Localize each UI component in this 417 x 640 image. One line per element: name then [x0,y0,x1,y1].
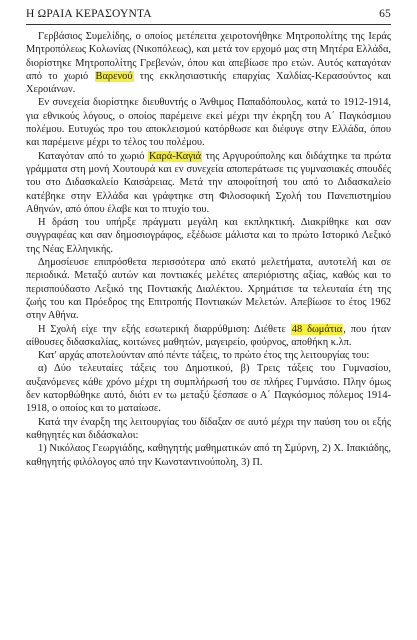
header-rule [26,24,391,25]
paragraph-6-text-a: Η Σχολή είχε την εξής εσωτερική διαρρύθμιση: Διέθετε [38,323,291,335]
paragraph-10: 1) Νικόλαος Γεωργιάδης, καθηγητής μαθηματικών από τη Σμύρνη, 2) Χ. Ιπακιάδης, καθηγητής φιλόλογος από την Κωνσταντινούπολη, 3) Π. [26,443,391,468]
paragraph-9: Κατά την έναρξη της λειτουργίας του δίδαξαν σε αυτό μέχρι την παύση του οι εξής καθηγητές και διδάσκαλοι: [26,416,391,441]
paragraph-3-text-b: της Αργυρούπολης και διδάχτηκε τα πρώτα γράμματα στη μονή Χουτουρά και εν συνεχεία αποπεράτωσε τις γυμνασιακές σπουδές του στο Διδασκαλείο Καισάρειας. Μετά την αποφοίτησή του από το Διδασκαλείο κατέβηκε στην Ελλάδα και γράφτηκε στη Φιλοσοφική Σχολή του Πανεπιστημίου Αθηνών, από όπου έλαβε και το πτυχίο του. [26,150,391,215]
paragraph-7: Κατ' αρχάς αποτελούνταν από πέντε τάξεις, το πρώτο έτος της λειτουργίας του: [38,350,370,362]
paragraph-6-text-b: , που ήταν αίθουσες διδασκαλίας, κοιτώνες μαθητών, μαγειρείο, φούρνος, αποθήκη κ.λπ. [26,323,391,348]
highlight-kara-kagia: Καρά-Καγιά [149,150,202,162]
paragraph-2: Εν συνεχεία διορίστηκε διευθυντής ο Άνθιμος Παπαδόπουλος, κατά το 1912-1914, για εθνικούς λόγους, ο οποίος παρέμεινε εκεί μέχρι την έκρηξη του Α΄ Παγκόσμιου πολέμου. Ευτυχώς προ του αποκλεισμού κατόρθωσε και διέφυγε στην Ελλάδα, όπου και παρέμεινε μέχρι το τέλος του πολέμου. [26,97,391,149]
highlight-varenou: Βαρενού [95,70,133,82]
page-number: 65 [379,8,391,20]
paragraph-5: Δημοσίευσε επιπρόσθετα περισσότερα από εκατό μελετήματα, αυτοτελή και σε περιοδικά. Μεταξύ αυτών και ποντιακές μελέτες απεριόριστης αξίας, καθώς και το περισπούδαστο Λεξικό της Ποντιακής Διαλέκτου. Χρημάτισε τα τελευταία έτη της ζωής του και Πρόεδρος της Επιτροπής Ποντιακών Μελετών. Απεβίωσε το έτος 1962 στην Αθήνα. [26,257,391,322]
paragraph-3 [26,150,391,216]
paragraph-3-text-a: Καταγόταν από το χωριό [38,150,149,162]
paragraph-6 [26,323,391,350]
paragraph-8: α) Δύο τελευταίες τάξεις του Δημοτικού, β) Τρεις τάξεις του Γυμνασίου, αυξανόμενες κάθε χρόνο μέχρι τη συμπλήρωσή του σε πλήρες Γυμνάσιο. Πλην όμως δεν κατορθώθηκε αυτό, διότι εν τω μεταξύ ξέσπασε ο Α΄ Παγκόσμιος πόλεμος 1914-1918, ο οποίος και το ματαίωσε. [26,363,391,415]
highlight-48-rooms: 48 δωμάτια [291,323,343,335]
running-header [26,8,391,20]
paragraph-4: Η δράση του υπήρξε πράγματι μεγάλη και εκπληκτική. Διακρίθηκε και σαν συγγραφέας και σαν δημοσιογράφος, εξέδωσε μάλιστα και το πρώτο Ιστορικό Λεξικό της Νέας Ελληνικής. [26,217,391,255]
paragraph-1 [26,30,391,96]
paragraph-1-text-a: Γερβάσιος Συμελίδης, ο οποίος μετέπειτα χειροτονήθηκε Μητροπολίτης της Ιεράς Μητροπόλεως Κολωνίας (Νικοπόλεως), και μετά τον ερχομό μας στη Μητέρα Ελλάδα, διορίστηκε Μητροπολίτης Γρεβενών, όπου και απεβίωσε προ ετών. Αυτός καταγόταν από το χωριό [26,31,391,82]
page-body [26,30,391,469]
paragraph-1-text-b: της εκκλησιαστικής επαρχίας Χαλδίας-Κερασούντος και Χεροιάνων. [26,70,391,96]
running-title: Η ΩΡΑΙΑ ΚΕΡΑΣΟΥΝΤΑ [26,8,152,20]
